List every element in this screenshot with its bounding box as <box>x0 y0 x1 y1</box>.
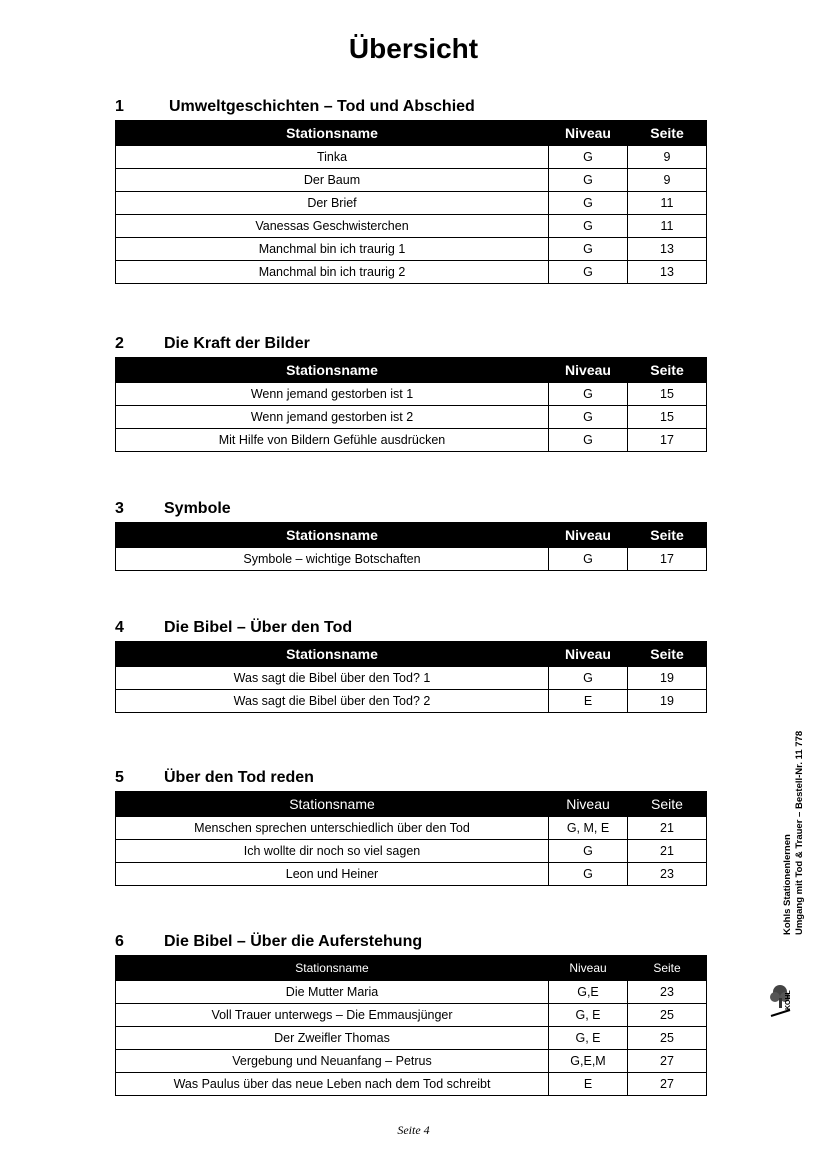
station-level: G, M, E <box>549 817 628 840</box>
page-number: Seite 4 <box>397 1123 430 1137</box>
table-row <box>116 548 707 571</box>
station-level: G <box>549 383 628 406</box>
table-row <box>116 667 707 690</box>
table-row <box>116 238 707 261</box>
station-page: 9 <box>628 146 707 169</box>
station-name: Symbole – wichtige Botschaften <box>116 548 549 571</box>
section-1 <box>115 98 706 284</box>
station-level: G <box>549 840 628 863</box>
section-6 <box>115 933 706 1096</box>
station-page: 15 <box>628 383 707 406</box>
col-header-level: Niveau <box>549 642 628 667</box>
section-4 <box>115 619 706 713</box>
station-level: G <box>549 261 628 284</box>
col-header-name: Stationsname <box>116 358 549 383</box>
imprint-line-1: Kohls Stationenlernen <box>782 834 793 935</box>
station-name: Die Mutter Maria <box>116 981 549 1004</box>
station-name: Voll Trauer unterwegs – Die Emmausjünger <box>116 1004 549 1027</box>
table-row <box>116 1050 707 1073</box>
station-name: Der Zweifler Thomas <box>116 1027 549 1050</box>
station-page: 13 <box>628 238 707 261</box>
section-heading <box>115 335 706 357</box>
station-table <box>115 955 707 1096</box>
station-level: G <box>549 192 628 215</box>
table-row <box>116 146 707 169</box>
col-header-name: Stationsname <box>116 792 549 817</box>
station-name: Was sagt die Bibel über den Tod? 1 <box>116 667 549 690</box>
section-title: Die Kraft der Bilder <box>164 335 310 352</box>
station-page: 15 <box>628 406 707 429</box>
station-page: 23 <box>628 981 707 1004</box>
table-row <box>116 863 707 886</box>
section-3 <box>115 500 706 571</box>
station-level: G <box>549 667 628 690</box>
section-5 <box>115 769 706 886</box>
col-header-page: Seite <box>628 956 707 981</box>
section-number: 5 <box>115 769 124 786</box>
table-row <box>116 1004 707 1027</box>
station-name: Tinka <box>116 146 549 169</box>
station-level: E <box>549 690 628 713</box>
station-level: G <box>549 548 628 571</box>
table-row <box>116 840 707 863</box>
station-page: 13 <box>628 261 707 284</box>
col-header-level: Niveau <box>549 121 628 146</box>
station-level: G <box>549 146 628 169</box>
station-table <box>115 641 707 713</box>
station-level: G, E <box>549 1004 628 1027</box>
col-header-level: Niveau <box>549 956 628 981</box>
station-name: Der Brief <box>116 192 549 215</box>
station-level: G <box>549 169 628 192</box>
col-header-name: Stationsname <box>116 642 549 667</box>
station-page: 11 <box>628 215 707 238</box>
station-level: G <box>549 406 628 429</box>
section-heading <box>115 619 706 641</box>
section-number: 2 <box>115 335 124 352</box>
section-title: Über den Tod reden <box>164 769 314 786</box>
station-page: 11 <box>628 192 707 215</box>
publisher-logo <box>768 980 808 1024</box>
col-header-page: Seite <box>628 792 707 817</box>
section-title: Die Bibel – Über den Tod <box>164 619 353 636</box>
station-name: Wenn jemand gestorben ist 2 <box>116 406 549 429</box>
station-name: Leon und Heiner <box>116 863 549 886</box>
page-title: Übersicht <box>348 33 479 64</box>
station-name: Mit Hilfe von Bildern Gefühle ausdrücken <box>116 429 549 452</box>
section-heading <box>115 933 706 955</box>
table-row <box>116 1027 707 1050</box>
station-name: Wenn jemand gestorben ist 1 <box>116 383 549 406</box>
table-row <box>116 406 707 429</box>
station-page: 27 <box>628 1073 707 1096</box>
station-table <box>115 522 707 571</box>
col-header-page: Seite <box>628 121 707 146</box>
station-table <box>115 120 707 284</box>
section-number: 1 <box>115 98 124 115</box>
station-level: E <box>549 1073 628 1096</box>
station-table <box>115 357 707 452</box>
station-name: Was Paulus über das neue Leben nach dem Tod schreibt <box>116 1073 549 1096</box>
section-title: Die Bibel – Über die Auferstehung <box>164 933 423 950</box>
table-row <box>116 383 707 406</box>
table-row <box>116 981 707 1004</box>
station-level: G <box>549 215 628 238</box>
section-number: 6 <box>115 933 124 950</box>
table-row <box>116 1073 707 1096</box>
station-name: Der Baum <box>116 169 549 192</box>
station-level: G, E <box>549 1027 628 1050</box>
station-name: Was sagt die Bibel über den Tod? 2 <box>116 690 549 713</box>
section-number: 3 <box>115 500 124 517</box>
station-name: Ich wollte dir noch so viel sagen <box>116 840 549 863</box>
station-page: 19 <box>628 667 707 690</box>
section-heading <box>115 500 706 522</box>
col-header-level: Niveau <box>549 792 628 817</box>
col-header-level: Niveau <box>549 358 628 383</box>
logo-text: KOHL <box>785 990 792 1010</box>
table-row <box>116 690 707 713</box>
section-title: Umweltgeschichten – Tod und Abschied <box>169 98 475 115</box>
tree-logo-icon <box>768 980 808 1024</box>
table-row <box>116 261 707 284</box>
section-number: 4 <box>115 619 124 636</box>
station-level: G,E,M <box>549 1050 628 1073</box>
station-level: G <box>549 238 628 261</box>
section-title: Symbole <box>164 500 231 517</box>
col-header-name: Stationsname <box>116 956 549 981</box>
station-page: 9 <box>628 169 707 192</box>
station-name: Manchmal bin ich traurig 2 <box>116 261 549 284</box>
station-name: Vanessas Geschwisterchen <box>116 215 549 238</box>
table-row <box>116 429 707 452</box>
publisher-imprint <box>782 705 806 935</box>
station-page: 27 <box>628 1050 707 1073</box>
col-header-name: Stationsname <box>116 121 549 146</box>
station-table <box>115 791 707 886</box>
station-page: 17 <box>628 429 707 452</box>
station-page: 17 <box>628 548 707 571</box>
table-row <box>116 215 707 238</box>
station-page: 21 <box>628 840 707 863</box>
col-header-level: Niveau <box>549 523 628 548</box>
station-level: G,E <box>549 981 628 1004</box>
col-header-page: Seite <box>628 523 707 548</box>
table-row <box>116 192 707 215</box>
station-page: 23 <box>628 863 707 886</box>
station-level: G <box>549 429 628 452</box>
station-page: 19 <box>628 690 707 713</box>
table-row <box>116 169 707 192</box>
station-name: Vergebung und Neuanfang – Petrus <box>116 1050 549 1073</box>
station-page: 25 <box>628 1027 707 1050</box>
section-heading <box>115 98 706 120</box>
col-header-page: Seite <box>628 358 707 383</box>
col-header-name: Stationsname <box>116 523 549 548</box>
section-2 <box>115 335 706 452</box>
imprint-line-2: Umgang mit Tod & Trauer – Bestell-Nr. 11 778 <box>794 730 805 935</box>
station-page: 25 <box>628 1004 707 1027</box>
station-name: Manchmal bin ich traurig 1 <box>116 238 549 261</box>
col-header-page: Seite <box>628 642 707 667</box>
station-page: 21 <box>628 817 707 840</box>
station-name: Menschen sprechen unterschiedlich über den Tod <box>116 817 549 840</box>
section-heading <box>115 769 706 791</box>
station-level: G <box>549 863 628 886</box>
table-row <box>116 817 707 840</box>
